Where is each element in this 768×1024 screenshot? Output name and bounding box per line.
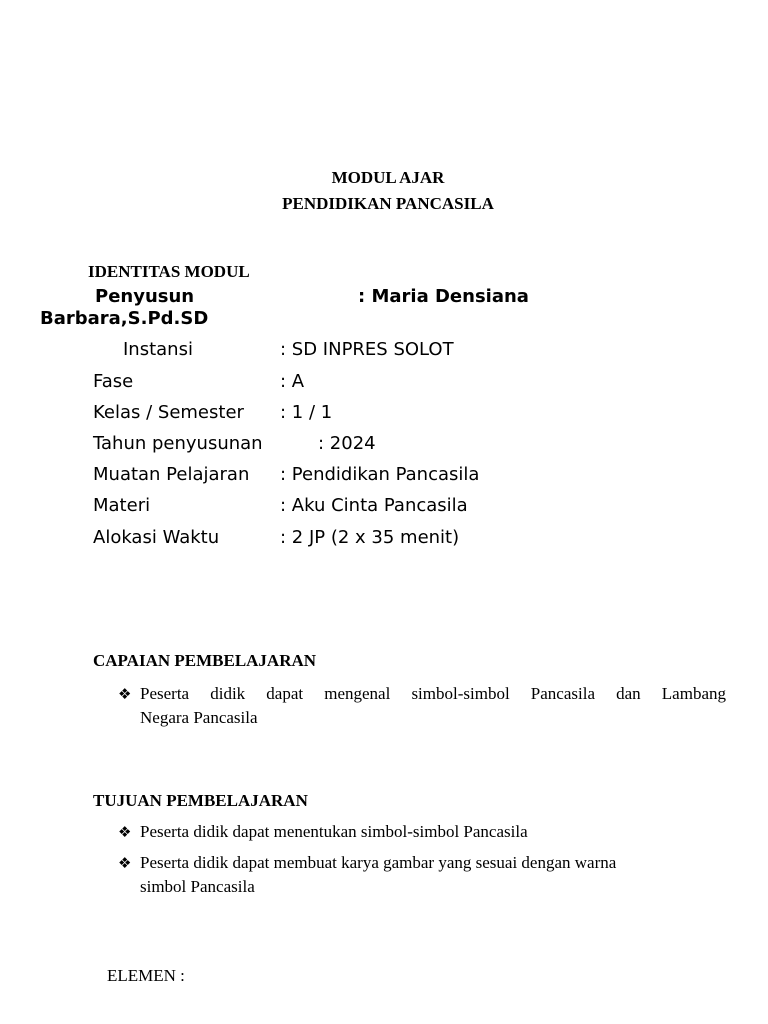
fase-label: Fase — [93, 371, 134, 392]
materi-value: : Aku Cinta Pancasila — [280, 495, 468, 516]
diamond-bullet-icon: ❖ — [118, 823, 132, 841]
capaian-list-item — [118, 682, 726, 730]
kelas-semester-label: Kelas / Semester — [93, 402, 244, 423]
elemen-label: ELEMEN : — [107, 966, 185, 985]
penyusun-label: Penyusun — [95, 286, 195, 307]
capaian-item-text-line1: Peserta didik dapat mengenal simbol-simbol Pancasila dan Lambang — [140, 684, 726, 703]
capaian-heading: CAPAIAN PEMBELAJARAN — [93, 651, 317, 670]
identitas-heading: IDENTITAS MODUL — [88, 262, 250, 281]
fase-value: : A — [280, 371, 305, 392]
penyusun-value-continued: Barbara,S.Pd.SD — [40, 308, 209, 329]
diamond-bullet-icon: ❖ — [118, 685, 132, 703]
tujuan-item-text-line1: Peserta didik dapat membuat karya gambar yang sesuai dengan warna — [140, 853, 617, 872]
instansi-label: Instansi — [123, 339, 193, 360]
diamond-bullet-icon: ❖ — [118, 854, 132, 872]
tujuan-list-item — [118, 851, 726, 899]
alokasi-waktu-value: : 2 JP (2 x 35 menit) — [280, 527, 460, 548]
muatan-pelajaran-value: : Pendidikan Pancasila — [280, 464, 480, 485]
alokasi-waktu-label: Alokasi Waktu — [93, 527, 220, 548]
kelas-semester-value: : 1 / 1 — [280, 402, 333, 423]
muatan-pelajaran-label: Muatan Pelajaran — [93, 464, 250, 485]
tujuan-list-item — [118, 820, 726, 844]
tahun-penyusunan-value: : 2024 — [318, 433, 376, 454]
materi-label: Materi — [93, 495, 151, 516]
instansi-value: : SD INPRES SOLOT — [280, 339, 454, 360]
tujuan-heading: TUJUAN PEMBELAJARAN — [93, 791, 308, 810]
doc-title-line2: PENDIDIKAN PANCASILA — [282, 194, 494, 213]
tujuan-item-text: Peserta didik dapat menentukan simbol-simbol Pancasila — [140, 822, 528, 841]
penyusun-value: : Maria Densiana — [358, 286, 529, 307]
tahun-penyusunan-label: Tahun penyusunan — [93, 433, 263, 454]
tujuan-item-text-line2: simbol Pancasila — [140, 877, 255, 896]
doc-title-line1: MODUL AJAR — [331, 168, 445, 187]
capaian-item-text-line2: Negara Pancasila — [140, 708, 258, 727]
